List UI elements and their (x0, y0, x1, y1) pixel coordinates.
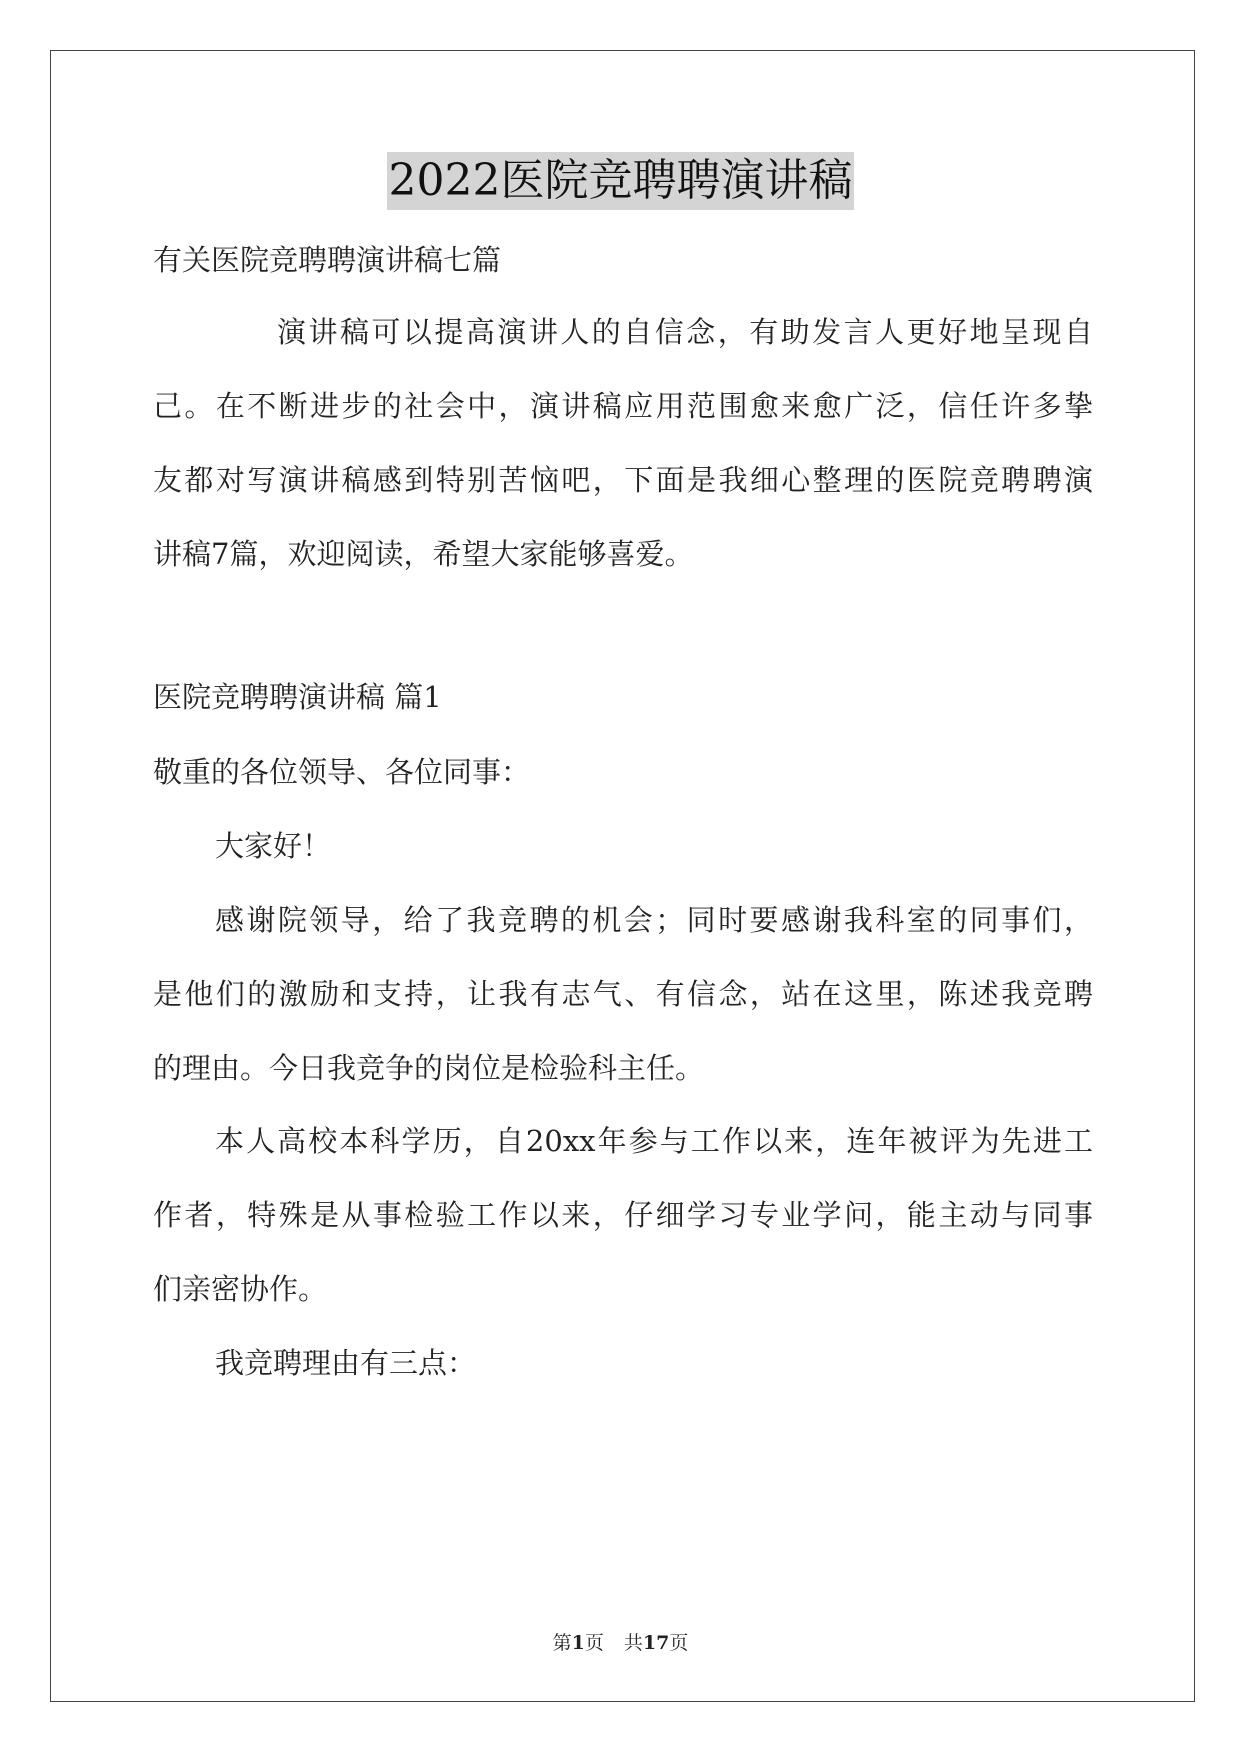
page-suffix: 页 (584, 1632, 604, 1654)
intro-line-2: 己。在不断进步的社会中，演讲稿应用范围愈来愈广泛，信任许多挚 (153, 389, 1093, 423)
section-heading: 医院竞聘聘演讲稿 篇1 (153, 680, 442, 714)
para2-line-3: 们亲密协作。 (153, 1272, 328, 1306)
para2-line-2: 作者，特殊是从事检验工作以来，仔细学习专业学问，能主动与同事 (153, 1198, 1093, 1232)
page-border (50, 50, 1195, 1702)
para1-line-1: 感谢院领导，给了我竞聘的机会；同时要感谢我科室的同事们， (215, 903, 1093, 937)
greeting: 大家好！ (215, 829, 332, 863)
page-number: 1 (571, 1632, 585, 1654)
intro-line-4: 讲稿7篇，欢迎阅读，希望大家能够喜爱。 (153, 537, 694, 571)
para3: 我竞聘理由有三点： (215, 1346, 477, 1380)
page-prefix: 第 (552, 1632, 572, 1654)
para2-line-1: 本人高校本科学历，自20xx年参与工作以来，连年被评为先进工 (215, 1124, 1093, 1158)
document-subtitle: 有关医院竞聘聘演讲稿七篇 (153, 243, 502, 277)
title-container (0, 152, 1241, 210)
salutation: 敬重的各位领导、各位同事： (153, 755, 531, 789)
para1-line-3: 的理由。今日我竞争的岗位是检验科主任。 (153, 1051, 705, 1085)
para1-line-2: 是他们的激励和支持，让我有志气、有信念，站在这里，陈述我竞聘 (153, 977, 1093, 1011)
page-total: 17 (642, 1632, 670, 1654)
intro-line-1: 演讲稿可以提高演讲人的自信念，有助发言人更好地呈现自 (277, 315, 1093, 349)
intro-line-3: 友都对写演讲稿感到特别苦恼吧，下面是我细心整理的医院竞聘聘演 (153, 463, 1093, 497)
total-suffix: 页 (669, 1632, 689, 1654)
page-footer (0, 1630, 1241, 1656)
total-prefix: 共 (623, 1632, 643, 1654)
document-title: 2022医院竞聘聘演讲稿 (387, 152, 855, 210)
